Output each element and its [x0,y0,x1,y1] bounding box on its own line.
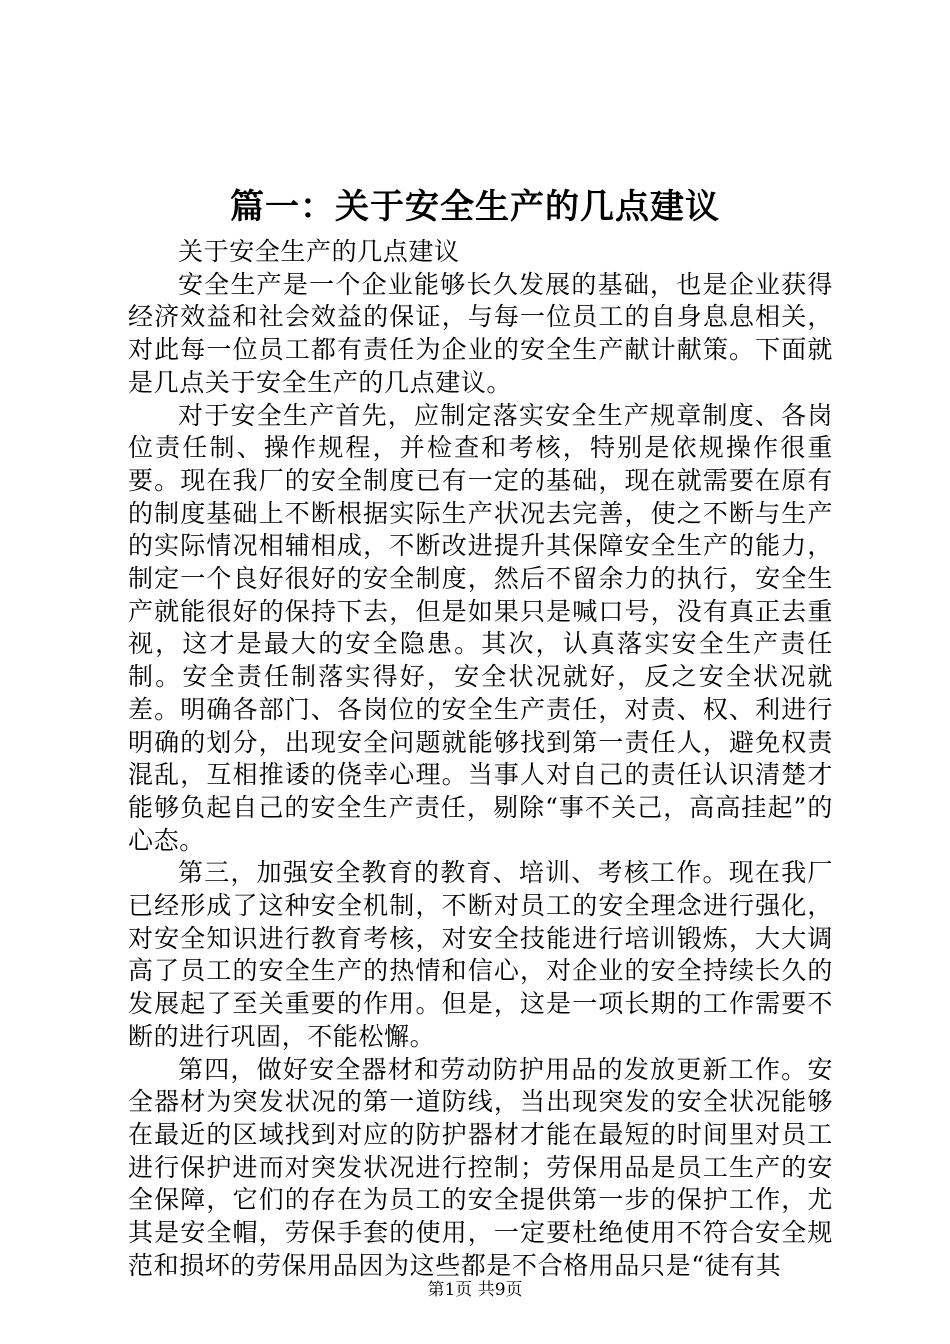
document-title: 篇一：关于安全生产的几点建议 [230,187,720,227]
paragraph-intro: 安全生产是一个企业能够长久发展的基础，也是企业获得经济效益和社会效益的保证，与每一位员工的自身息息相关，对此每一位员工都有责任为企业的安全生产献计献策。下面就是几点关于安全生产的几点建议。 [128,269,833,397]
paragraph-first-second: 对于安全生产首先，应制定落实安全生产规章制度、各岗位责任制、操作规程，并检查和考核，特别是依规操作很重要。现在我厂的安全制度已有一定的基础，现在就需要在原有的制度基础上不断根据实际生产状况去完善，使之不断与生产的实际情况相辅相成，不断改进提升其保障安全生产的能力，制定一个良好很好的安全制度，然后不留余力的执行，安全生产就能很好的保持下去，但是如果只是喊口号，没有真正去重视，这才是最大的安全隐患。其次，认真落实安全生产责任制。安全责任制落实得好，安全状况就好，反之安全状况就差。明确各部门、各岗位的安全生产责任，对责、权、利进行明确的划分，出现安全问题就能够找到第一责任人，避免权责混乱，互相推诿的侥幸心理。当事人对自己的责任认识清楚才能够负起自己的安全生产责任，剔除“事不关己，高高挂起”的心态。 [128,400,833,855]
document-body [128,236,833,1283]
paragraph-fourth: 第四，做好安全器材和劳动防护用品的发放更新工作。安全器材为突发状况的第一道防线，当出现突发的安全状况能够在最近的区域找到对应的防护器材才能在最短的时间里对员工进行保护进而对突发状况进行控制；劳保用品是员工生产的安全保障，它们的存在为员工的安全提供第一步的保护工作，尤其是安全帽，劳保手套的使用，一定要杜绝使用不符合安全规范和损坏的劳保用品因为这些都是不合格用品只是“徒有其 [128,1054,833,1280]
paragraph-subtitle: 关于安全生产的几点建议 [178,237,460,266]
page-number: 第1页 共9页 [427,1280,523,1300]
paragraph-third: 第三，加强安全教育的教育、培训、考核工作。现在我厂已经形成了这种安全机制，不断对员工的安全理念进行强化，对安全知识进行教育考核，对安全技能进行培训锻炼，大大调高了员工的安全生产的热情和信心，对企业的安全持续长久的发展起了至关重要的作用。但是，这是一项长期的工作需要不断的进行巩固，不能松懈。 [128,858,833,1051]
